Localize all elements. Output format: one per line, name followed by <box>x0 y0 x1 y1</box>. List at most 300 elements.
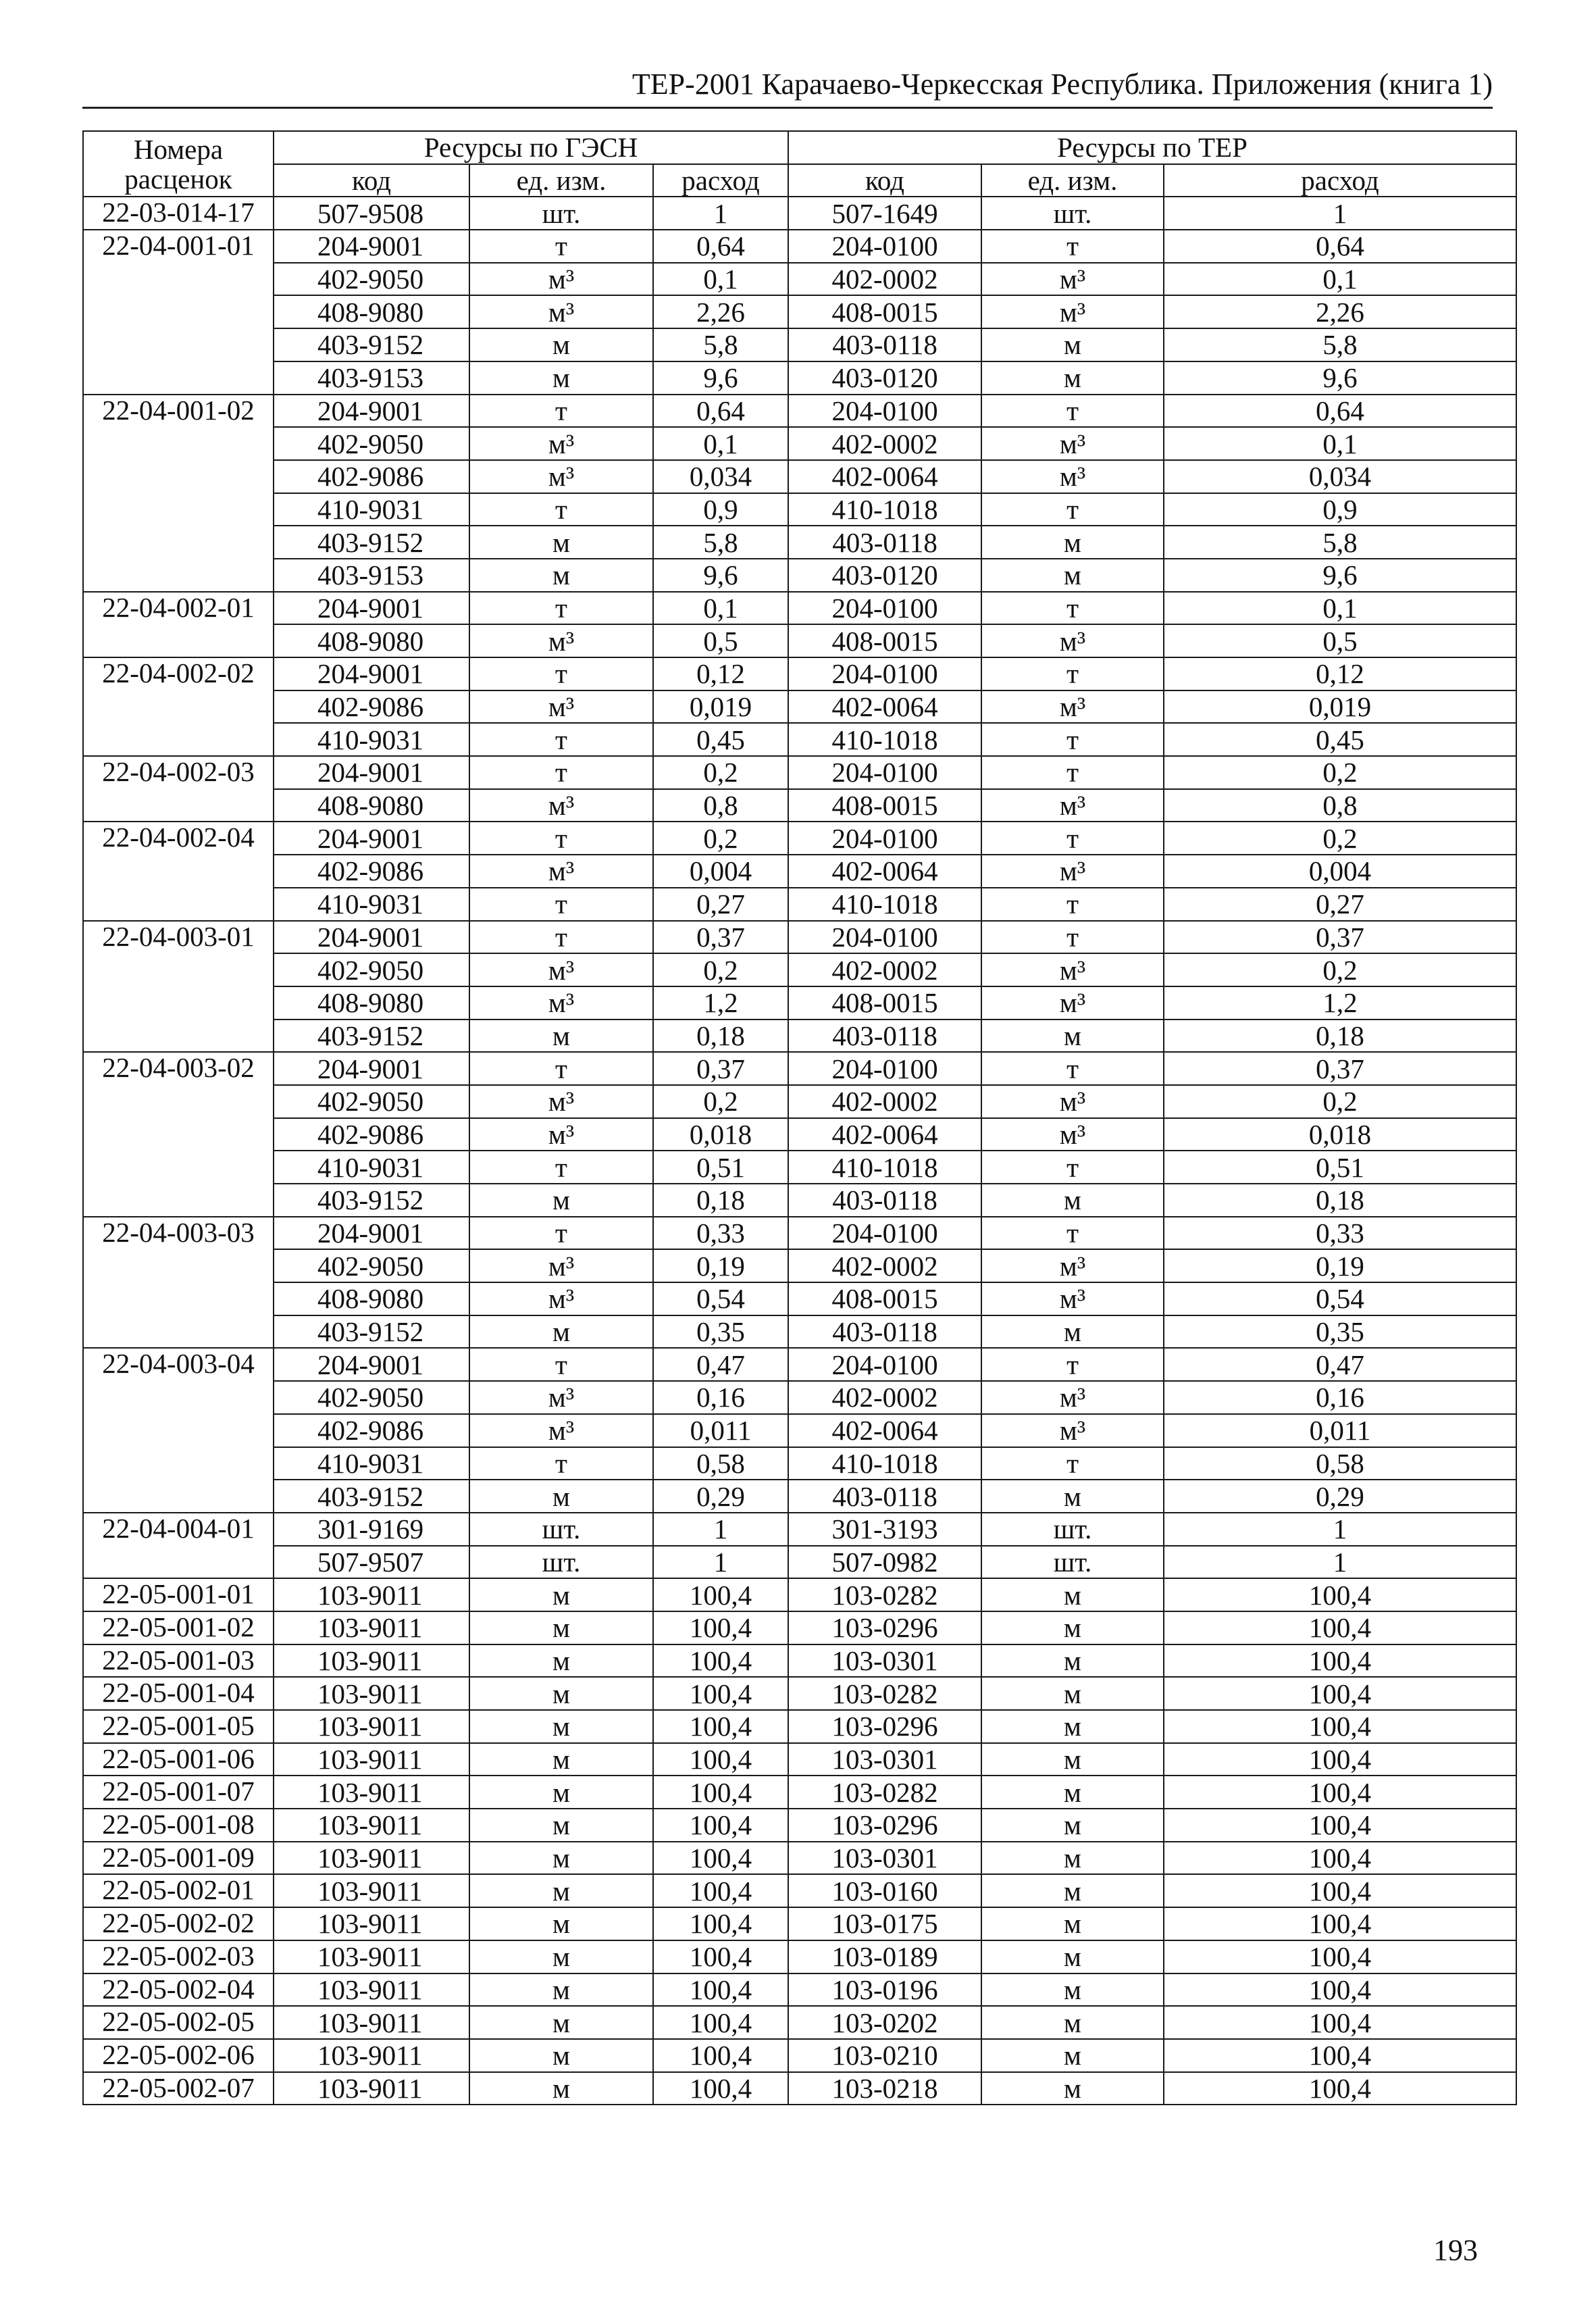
ter-unit-cell: м <box>981 1874 1164 1907</box>
ter-unit-cell: м <box>981 1020 1164 1053</box>
gesn-unit-cell: м³ <box>469 624 653 657</box>
gesn-unit-cell: м <box>469 1743 653 1776</box>
gesn-unit-cell: м <box>469 1315 653 1349</box>
gesn-code-cell: 301-9169 <box>274 1513 469 1546</box>
table-row <box>83 1546 1516 1579</box>
ter-code-cell: 103-0296 <box>788 1710 981 1743</box>
gesn-qty-cell: 100,4 <box>653 1874 788 1907</box>
table-row <box>83 1874 1516 1907</box>
ter-code-cell: 204-0100 <box>788 756 981 789</box>
gesn-code-cell: 507-9507 <box>274 1546 469 1579</box>
table-row <box>83 789 1516 822</box>
header-ter-qty: расход <box>1164 164 1516 197</box>
gesn-qty-cell: 1 <box>653 197 788 230</box>
ter-code-cell: 103-0301 <box>788 1644 981 1678</box>
ter-code-cell: 204-0100 <box>788 395 981 428</box>
gesn-unit-cell: м³ <box>469 1381 653 1414</box>
rate-number-cell: 22-05-001-01 <box>83 1578 274 1611</box>
table-row <box>83 559 1516 592</box>
gesn-unit-cell: м <box>469 2006 653 2039</box>
ter-unit-cell: шт. <box>981 197 1164 230</box>
ter-code-cell: 103-0282 <box>788 1677 981 1710</box>
gesn-code-cell: 103-9011 <box>274 1874 469 1907</box>
ter-code-cell: 204-0100 <box>788 1217 981 1250</box>
ter-code-cell: 402-0002 <box>788 953 981 986</box>
gesn-qty-cell: 0,8 <box>653 789 788 822</box>
gesn-unit-cell: м³ <box>469 690 653 724</box>
gesn-code-cell: 402-9086 <box>274 855 469 888</box>
ter-code-cell: 402-0002 <box>788 427 981 460</box>
gesn-qty-cell: 100,4 <box>653 1842 788 1875</box>
ter-qty-cell: 0,16 <box>1164 1381 1516 1414</box>
page-number: 193 <box>1433 2234 1478 2267</box>
gesn-unit-cell: м <box>469 1809 653 1842</box>
rate-number-cell: 22-04-001-01 <box>83 230 274 394</box>
gesn-qty-cell: 100,4 <box>653 1940 788 1973</box>
gesn-unit-cell: м <box>469 1973 653 2007</box>
table-body <box>83 197 1516 2105</box>
ter-unit-cell: м³ <box>981 986 1164 1020</box>
page-header <box>82 68 1493 109</box>
gesn-qty-cell: 100,4 <box>653 2072 788 2105</box>
ter-qty-cell: 0,019 <box>1164 690 1516 724</box>
ter-unit-cell: т <box>981 592 1164 625</box>
gesn-code-cell: 402-9050 <box>274 953 469 986</box>
gesn-qty-cell: 100,4 <box>653 1776 788 1809</box>
ter-code-cell: 204-0100 <box>788 1052 981 1085</box>
gesn-qty-cell: 1,2 <box>653 986 788 1020</box>
ter-unit-cell: т <box>981 395 1164 428</box>
resource-table <box>82 130 1517 2105</box>
gesn-code-cell: 403-9152 <box>274 1020 469 1053</box>
gesn-unit-cell: м <box>469 1874 653 1907</box>
ter-qty-cell: 100,4 <box>1164 1809 1516 1842</box>
ter-code-cell: 103-0282 <box>788 1776 981 1809</box>
ter-unit-cell: т <box>981 657 1164 690</box>
gesn-code-cell: 403-9153 <box>274 559 469 592</box>
ter-qty-cell: 100,4 <box>1164 1874 1516 1907</box>
ter-code-cell: 204-0100 <box>788 921 981 954</box>
ter-qty-cell: 100,4 <box>1164 1973 1516 2007</box>
ter-code-cell: 103-0196 <box>788 1973 981 2007</box>
ter-code-cell: 103-0175 <box>788 1907 981 1940</box>
table-row <box>83 1381 1516 1414</box>
ter-code-cell: 103-0296 <box>788 1611 981 1644</box>
ter-qty-cell: 0,37 <box>1164 921 1516 954</box>
gesn-qty-cell: 0,45 <box>653 723 788 756</box>
ter-qty-cell: 100,4 <box>1164 2039 1516 2072</box>
gesn-code-cell: 103-9011 <box>274 1842 469 1875</box>
gesn-code-cell: 408-9080 <box>274 1282 469 1315</box>
ter-qty-cell: 9,6 <box>1164 559 1516 592</box>
table-row <box>83 328 1516 361</box>
ter-qty-cell: 0,47 <box>1164 1348 1516 1381</box>
gesn-unit-cell: т <box>469 756 653 789</box>
ter-code-cell: 408-0015 <box>788 789 981 822</box>
gesn-qty-cell: 0,5 <box>653 624 788 657</box>
ter-qty-cell: 0,018 <box>1164 1118 1516 1151</box>
rate-number-cell: 22-04-003-01 <box>83 921 274 1053</box>
rate-number-cell: 22-04-003-04 <box>83 1348 274 1512</box>
ter-unit-cell: м <box>981 1776 1164 1809</box>
table-row <box>83 624 1516 657</box>
ter-code-cell: 402-0064 <box>788 1118 981 1151</box>
table-row <box>83 1480 1516 1513</box>
rate-number-cell: 22-05-002-05 <box>83 2006 274 2039</box>
ter-unit-cell: м³ <box>981 624 1164 657</box>
ter-code-cell: 402-0002 <box>788 1085 981 1118</box>
ter-unit-cell: т <box>981 1052 1164 1085</box>
table-row <box>83 1973 1516 2007</box>
gesn-code-cell: 103-9011 <box>274 1611 469 1644</box>
table-row <box>83 822 1516 855</box>
gesn-code-cell: 204-9001 <box>274 592 469 625</box>
ter-unit-cell: шт. <box>981 1546 1164 1579</box>
ter-unit-cell: м <box>981 1842 1164 1875</box>
gesn-unit-cell: т <box>469 395 653 428</box>
ter-unit-cell: м <box>981 1644 1164 1678</box>
ter-unit-cell: м <box>981 361 1164 395</box>
table-row <box>83 427 1516 460</box>
gesn-unit-cell: м <box>469 1677 653 1710</box>
gesn-unit-cell: шт. <box>469 1513 653 1546</box>
ter-qty-cell: 100,4 <box>1164 1907 1516 1940</box>
ter-code-cell: 402-0002 <box>788 1381 981 1414</box>
gesn-qty-cell: 0,47 <box>653 1348 788 1381</box>
ter-qty-cell: 100,4 <box>1164 1940 1516 1973</box>
gesn-unit-cell: м³ <box>469 789 653 822</box>
table-row <box>83 493 1516 526</box>
ter-qty-cell: 100,4 <box>1164 1710 1516 1743</box>
gesn-qty-cell: 2,26 <box>653 295 788 328</box>
ter-code-cell: 403-0118 <box>788 1184 981 1217</box>
ter-qty-cell: 0,5 <box>1164 624 1516 657</box>
ter-unit-cell: м <box>981 1940 1164 1973</box>
ter-code-cell: 402-0064 <box>788 1414 981 1447</box>
gesn-qty-cell: 0,54 <box>653 1282 788 1315</box>
ter-unit-cell: м³ <box>981 855 1164 888</box>
ter-qty-cell: 0,18 <box>1164 1184 1516 1217</box>
ter-qty-cell: 0,8 <box>1164 789 1516 822</box>
ter-unit-cell: м <box>981 1184 1164 1217</box>
gesn-qty-cell: 9,6 <box>653 361 788 395</box>
gesn-code-cell: 204-9001 <box>274 921 469 954</box>
gesn-qty-cell: 100,4 <box>653 1578 788 1611</box>
table-row <box>83 756 1516 789</box>
gesn-code-cell: 403-9152 <box>274 1480 469 1513</box>
ter-code-cell: 402-0002 <box>788 1249 981 1282</box>
gesn-qty-cell: 100,4 <box>653 1710 788 1743</box>
header-ter-code: код <box>788 164 981 197</box>
ter-code-cell: 507-1649 <box>788 197 981 230</box>
ter-qty-cell: 0,35 <box>1164 1315 1516 1349</box>
gesn-unit-cell: м³ <box>469 1249 653 1282</box>
header-gesn-resources: Ресурсы по ГЭСН <box>274 131 788 164</box>
ter-unit-cell: м <box>981 1677 1164 1710</box>
gesn-code-cell: 402-9086 <box>274 1414 469 1447</box>
table-row <box>83 592 1516 625</box>
gesn-unit-cell: т <box>469 822 653 855</box>
ter-code-cell: 103-0296 <box>788 1809 981 1842</box>
ter-qty-cell: 0,2 <box>1164 756 1516 789</box>
gesn-unit-cell: м <box>469 1644 653 1678</box>
ter-unit-cell: м <box>981 1743 1164 1776</box>
gesn-unit-cell: м³ <box>469 986 653 1020</box>
table-row <box>83 395 1516 428</box>
ter-code-cell: 403-0118 <box>788 328 981 361</box>
gesn-code-cell: 103-9011 <box>274 1809 469 1842</box>
ter-unit-cell: м <box>981 1578 1164 1611</box>
table-row <box>83 1776 1516 1809</box>
gesn-qty-cell: 100,4 <box>653 2006 788 2039</box>
gesn-unit-cell: т <box>469 1447 653 1480</box>
ter-qty-cell: 100,4 <box>1164 1644 1516 1678</box>
gesn-unit-cell: т <box>469 230 653 263</box>
gesn-unit-cell: т <box>469 657 653 690</box>
rate-number-cell: 22-04-002-03 <box>83 756 274 822</box>
gesn-unit-cell: шт. <box>469 1546 653 1579</box>
gesn-qty-cell: 5,8 <box>653 526 788 559</box>
gesn-qty-cell: 100,4 <box>653 1644 788 1678</box>
rate-number-cell: 22-04-003-03 <box>83 1217 274 1349</box>
ter-unit-cell: м <box>981 1611 1164 1644</box>
gesn-qty-cell: 0,12 <box>653 657 788 690</box>
ter-code-cell: 204-0100 <box>788 657 981 690</box>
ter-code-cell: 402-0064 <box>788 690 981 724</box>
gesn-unit-cell: шт. <box>469 197 653 230</box>
gesn-code-cell: 103-9011 <box>274 1677 469 1710</box>
ter-unit-cell: м³ <box>981 1282 1164 1315</box>
gesn-unit-cell: т <box>469 921 653 954</box>
gesn-unit-cell: м³ <box>469 1118 653 1151</box>
rate-number-cell: 22-05-002-01 <box>83 1874 274 1907</box>
ter-code-cell: 103-0160 <box>788 1874 981 1907</box>
ter-unit-cell: м³ <box>981 690 1164 724</box>
rate-number-cell: 22-05-001-06 <box>83 1743 274 1776</box>
gesn-qty-cell: 0,2 <box>653 822 788 855</box>
gesn-qty-cell: 100,4 <box>653 1677 788 1710</box>
table-row <box>83 1578 1516 1611</box>
gesn-code-cell: 204-9001 <box>274 230 469 263</box>
table-row <box>83 855 1516 888</box>
gesn-unit-cell: м³ <box>469 855 653 888</box>
gesn-code-cell: 402-9050 <box>274 263 469 296</box>
gesn-qty-cell: 0,37 <box>653 921 788 954</box>
rate-number-cell: 22-04-002-01 <box>83 592 274 657</box>
rate-number-cell: 22-05-002-07 <box>83 2072 274 2105</box>
ter-code-cell: 402-0064 <box>788 855 981 888</box>
ter-unit-cell: т <box>981 756 1164 789</box>
gesn-code-cell: 410-9031 <box>274 493 469 526</box>
gesn-qty-cell: 0,034 <box>653 460 788 493</box>
ter-code-cell: 204-0100 <box>788 592 981 625</box>
ter-qty-cell: 5,8 <box>1164 328 1516 361</box>
ter-code-cell: 410-1018 <box>788 1447 981 1480</box>
ter-qty-cell: 5,8 <box>1164 526 1516 559</box>
table-row <box>83 1052 1516 1085</box>
gesn-unit-cell: м³ <box>469 1414 653 1447</box>
ter-qty-cell: 0,1 <box>1164 592 1516 625</box>
ter-qty-cell: 0,9 <box>1164 493 1516 526</box>
table-row <box>83 230 1516 263</box>
ter-qty-cell: 1 <box>1164 197 1516 230</box>
ter-qty-cell: 2,26 <box>1164 295 1516 328</box>
ter-code-cell: 410-1018 <box>788 1151 981 1184</box>
ter-unit-cell: м <box>981 2006 1164 2039</box>
rate-number-cell: 22-05-002-03 <box>83 1940 274 1973</box>
ter-unit-cell: м³ <box>981 1118 1164 1151</box>
table-row <box>83 1414 1516 1447</box>
header-gesn-code: код <box>274 164 469 197</box>
ter-qty-cell: 0,58 <box>1164 1447 1516 1480</box>
table-row <box>83 1217 1516 1250</box>
ter-qty-cell: 0,54 <box>1164 1282 1516 1315</box>
gesn-unit-cell: т <box>469 723 653 756</box>
table-row <box>83 1611 1516 1644</box>
gesn-qty-cell: 0,35 <box>653 1315 788 1349</box>
gesn-code-cell: 408-9080 <box>274 295 469 328</box>
ter-unit-cell: м <box>981 2072 1164 2105</box>
ter-unit-cell: м <box>981 1315 1164 1349</box>
table-row <box>83 2039 1516 2072</box>
ter-unit-cell: т <box>981 230 1164 263</box>
gesn-code-cell: 103-9011 <box>274 1940 469 1973</box>
gesn-code-cell: 402-9050 <box>274 427 469 460</box>
gesn-code-cell: 410-9031 <box>274 723 469 756</box>
gesn-code-cell: 507-9508 <box>274 197 469 230</box>
gesn-code-cell: 403-9152 <box>274 526 469 559</box>
gesn-qty-cell: 0,011 <box>653 1414 788 1447</box>
gesn-unit-cell: м <box>469 1776 653 1809</box>
table-row <box>83 263 1516 296</box>
gesn-unit-cell: м <box>469 1020 653 1053</box>
gesn-unit-cell: м³ <box>469 1282 653 1315</box>
gesn-unit-cell: м³ <box>469 460 653 493</box>
header-ter-unit: ед. изм. <box>981 164 1164 197</box>
ter-qty-cell: 0,2 <box>1164 822 1516 855</box>
ter-qty-cell: 0,37 <box>1164 1052 1516 1085</box>
ter-unit-cell: м³ <box>981 789 1164 822</box>
ter-qty-cell: 100,4 <box>1164 1611 1516 1644</box>
table-row <box>83 1348 1516 1381</box>
ter-qty-cell: 0,29 <box>1164 1480 1516 1513</box>
gesn-code-cell: 410-9031 <box>274 1151 469 1184</box>
header-rate-numbers: Номера расценок <box>83 131 274 197</box>
rate-number-cell: 22-05-001-04 <box>83 1677 274 1710</box>
gesn-code-cell: 103-9011 <box>274 1710 469 1743</box>
gesn-code-cell: 403-9152 <box>274 1315 469 1349</box>
gesn-qty-cell: 100,4 <box>653 1743 788 1776</box>
ter-code-cell: 408-0015 <box>788 1282 981 1315</box>
ter-code-cell: 103-0189 <box>788 1940 981 1973</box>
ter-qty-cell: 0,1 <box>1164 427 1516 460</box>
rate-number-cell: 22-04-001-02 <box>83 395 274 592</box>
ter-unit-cell: шт. <box>981 1513 1164 1546</box>
ter-unit-cell: м <box>981 1973 1164 2007</box>
table-row <box>83 1020 1516 1053</box>
ter-qty-cell: 100,4 <box>1164 1776 1516 1809</box>
gesn-unit-cell: т <box>469 493 653 526</box>
table-row <box>83 723 1516 756</box>
gesn-unit-cell: м <box>469 2039 653 2072</box>
ter-unit-cell: м <box>981 526 1164 559</box>
gesn-qty-cell: 0,27 <box>653 888 788 921</box>
table-header <box>83 131 1516 197</box>
gesn-unit-cell: т <box>469 1052 653 1085</box>
ter-qty-cell: 0,45 <box>1164 723 1516 756</box>
table-row <box>83 888 1516 921</box>
rate-number-cell: 22-05-001-02 <box>83 1611 274 1644</box>
page-title: ТЕР-2001 Карачаево-Черкесская Республика. Приложения (книга 1) <box>632 68 1493 101</box>
gesn-code-cell: 402-9050 <box>274 1381 469 1414</box>
ter-unit-cell: м <box>981 1907 1164 1940</box>
ter-unit-cell: м <box>981 1480 1164 1513</box>
ter-unit-cell: м <box>981 1809 1164 1842</box>
ter-qty-cell: 0,27 <box>1164 888 1516 921</box>
ter-code-cell: 204-0100 <box>788 230 981 263</box>
table-row <box>83 921 1516 954</box>
table-row <box>83 2072 1516 2105</box>
gesn-code-cell: 204-9001 <box>274 1217 469 1250</box>
table-row <box>83 1249 1516 1282</box>
gesn-code-cell: 402-9050 <box>274 1249 469 1282</box>
table-row <box>83 953 1516 986</box>
ter-code-cell: 301-3193 <box>788 1513 981 1546</box>
ter-unit-cell: м³ <box>981 1414 1164 1447</box>
rate-number-cell: 22-04-004-01 <box>83 1513 274 1578</box>
rate-number-cell: 22-05-001-03 <box>83 1644 274 1678</box>
ter-qty-cell: 0,2 <box>1164 953 1516 986</box>
gesn-qty-cell: 0,004 <box>653 855 788 888</box>
gesn-qty-cell: 0,19 <box>653 1249 788 1282</box>
ter-unit-cell: м³ <box>981 263 1164 296</box>
gesn-code-cell: 103-9011 <box>274 1578 469 1611</box>
ter-qty-cell: 0,011 <box>1164 1414 1516 1447</box>
ter-qty-cell: 0,19 <box>1164 1249 1516 1282</box>
gesn-code-cell: 408-9080 <box>274 789 469 822</box>
rate-number-cell: 22-05-002-06 <box>83 2039 274 2072</box>
rate-number-cell: 22-05-002-02 <box>83 1907 274 1940</box>
ter-qty-cell: 100,4 <box>1164 1842 1516 1875</box>
gesn-code-cell: 103-9011 <box>274 1644 469 1678</box>
rate-number-cell: 22-05-001-09 <box>83 1842 274 1875</box>
ter-code-cell: 403-0120 <box>788 361 981 395</box>
gesn-code-cell: 402-9086 <box>274 460 469 493</box>
ter-code-cell: 410-1018 <box>788 723 981 756</box>
ter-unit-cell: м <box>981 559 1164 592</box>
ter-unit-cell: м <box>981 2039 1164 2072</box>
ter-unit-cell: т <box>981 1447 1164 1480</box>
gesn-code-cell: 410-9031 <box>274 1447 469 1480</box>
gesn-code-cell: 204-9001 <box>274 1348 469 1381</box>
table-row <box>83 526 1516 559</box>
ter-unit-cell: м³ <box>981 460 1164 493</box>
ter-qty-cell: 0,004 <box>1164 855 1516 888</box>
gesn-unit-cell: м <box>469 1611 653 1644</box>
gesn-qty-cell: 0,019 <box>653 690 788 724</box>
ter-qty-cell: 1 <box>1164 1513 1516 1546</box>
gesn-qty-cell: 100,4 <box>653 1973 788 2007</box>
gesn-code-cell: 204-9001 <box>274 822 469 855</box>
ter-unit-cell: т <box>981 493 1164 526</box>
gesn-qty-cell: 0,2 <box>653 756 788 789</box>
gesn-code-cell: 103-9011 <box>274 2072 469 2105</box>
header-gesn-qty: расход <box>653 164 788 197</box>
gesn-code-cell: 410-9031 <box>274 888 469 921</box>
ter-unit-cell: м³ <box>981 953 1164 986</box>
gesn-unit-cell: м <box>469 1842 653 1875</box>
gesn-unit-cell: т <box>469 1217 653 1250</box>
